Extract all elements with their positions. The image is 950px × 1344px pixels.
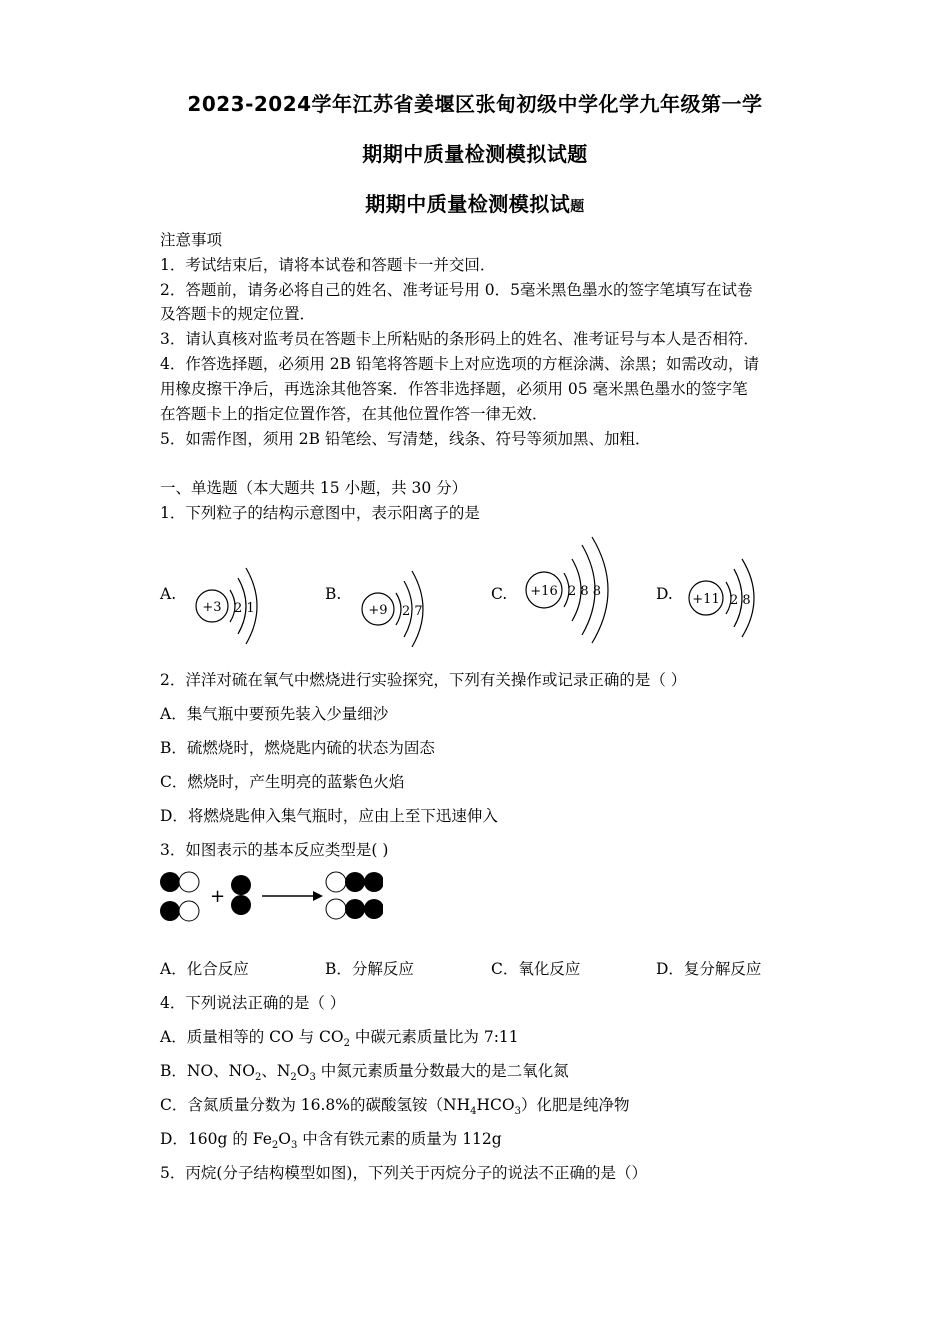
q1-option-c-diagram bbox=[520, 535, 630, 645]
electron-shell-arc bbox=[396, 593, 401, 625]
title-line-3-main: 期期中质量检测模拟试 bbox=[365, 192, 571, 216]
title-line-3-small: 题 bbox=[570, 199, 585, 215]
notice-heading: 注意事项 bbox=[160, 231, 223, 249]
notice-line-4: 3．请认真核对监考员在答题卡上所粘贴的条形码上的姓名、准考证号与本人是否相符． bbox=[160, 330, 759, 348]
title-line-3 bbox=[0, 188, 950, 217]
electron-counts: 2 1 bbox=[234, 601, 255, 616]
q4-option-d bbox=[160, 1127, 502, 1151]
white-atom bbox=[326, 899, 346, 919]
q4-option-b bbox=[160, 1059, 569, 1083]
q5-stem: 5．丙烷(分子结构模型如图)，下列关于丙烷分子的说法不正确的是（） bbox=[160, 1164, 647, 1182]
electron-counts: 2 8 bbox=[730, 593, 751, 608]
plus-sign: + bbox=[210, 886, 226, 907]
subscript: 2 bbox=[254, 1072, 262, 1084]
black-atom bbox=[364, 899, 383, 919]
q1-option-b-diagram bbox=[358, 565, 438, 655]
q4-option-d-part: 中含有铁元素的质量为 112g bbox=[297, 1130, 502, 1148]
q1-option-a-label: A. bbox=[160, 585, 177, 603]
white-atom bbox=[179, 901, 199, 921]
q2-option-c: C．燃烧时，产生明亮的蓝紫色火焰 bbox=[160, 773, 405, 791]
subscript: 2 bbox=[343, 1038, 350, 1050]
q4-option-a-part: A．质量相等的 CO 与 CO bbox=[160, 1028, 344, 1046]
notice-line-1: 1．考试结束后，请将本试卷和答题卡一并交回． bbox=[160, 256, 496, 274]
q4-option-a bbox=[160, 1025, 519, 1049]
q3-reaction-diagram bbox=[158, 868, 383, 926]
black-atom bbox=[160, 901, 180, 921]
arrow-head bbox=[313, 891, 323, 901]
q4-option-d-part: D．160g 的 Fe bbox=[160, 1130, 272, 1148]
q4-option-b-part: O bbox=[296, 1062, 310, 1080]
section-heading: 一、单选题（本大题共 15 小题，共 30 分） bbox=[160, 479, 468, 497]
black-atom bbox=[160, 872, 180, 892]
q4-option-a-part: 中碳元素质量比为 7:11 bbox=[349, 1028, 519, 1046]
electron-counts: 2 8 8 bbox=[568, 584, 602, 599]
notice-line-8: 5．如需作图，须用 2B 铅笔绘、写清楚，线条、符号等须加黑、加粗． bbox=[160, 430, 651, 448]
subscript: 3 bbox=[514, 1106, 521, 1118]
white-atom bbox=[179, 872, 199, 892]
q1-option-c-label: C. bbox=[491, 585, 508, 603]
q4-option-c-part: HCO bbox=[476, 1096, 515, 1114]
notice-line-7: 在答题卡上的指定位置作答，在其他位置作答一律无效． bbox=[160, 405, 548, 423]
black-atom bbox=[231, 895, 251, 915]
q2-option-d: D．将燃烧匙伸入集气瓶时，应由上至下迅速伸入 bbox=[160, 807, 498, 825]
q3-option-d: D．复分解反应 bbox=[656, 960, 762, 978]
subscript: 2 bbox=[290, 1072, 297, 1084]
q1-stem: 1．下列粒子的结构示意图中，表示阳离子的是 bbox=[160, 504, 480, 522]
title-line-1: 2023-2024学年江苏省姜堰区张甸初级中学化学九年级第一学 bbox=[187, 92, 763, 116]
nucleus-charge: +9 bbox=[368, 603, 388, 618]
q3-option-a: A．化合反应 bbox=[160, 960, 249, 978]
q4-option-b-part: 中氮元素质量分数最大的是二氧化氮 bbox=[315, 1062, 569, 1080]
subscript: 2 bbox=[271, 1140, 279, 1152]
black-atom bbox=[231, 875, 251, 895]
q4-option-c bbox=[160, 1093, 629, 1117]
white-atom bbox=[326, 872, 346, 892]
q1-option-a-diagram bbox=[190, 560, 270, 650]
q2-option-b: B．硫燃烧时，燃烧匙内硫的状态为固态 bbox=[160, 739, 435, 757]
q3-option-c: C．氧化反应 bbox=[491, 960, 581, 978]
nucleus-charge: +16 bbox=[530, 584, 558, 599]
black-atom bbox=[364, 872, 383, 892]
subscript: 3 bbox=[309, 1072, 316, 1084]
subscript: 3 bbox=[290, 1140, 298, 1152]
q4-option-c-part: C．含氮质量分数为 16.8%的碳酸氢铵（NH bbox=[160, 1096, 471, 1114]
q4-option-b-part: 、N bbox=[261, 1062, 291, 1080]
q4-option-b-part: B．NO、NO bbox=[160, 1062, 255, 1080]
notice-line-2: 2．答题前，请务必将自己的姓名、准考证号用 0．5毫米黑色墨水的签字笔填写在试卷 bbox=[160, 281, 753, 299]
subscript: 4 bbox=[470, 1106, 477, 1118]
q4-stem: 4．下列说法正确的是（ ） bbox=[160, 994, 346, 1012]
q1-option-d-label: D. bbox=[656, 585, 673, 603]
q3-stem: 3．如图表示的基本反应类型是( ) bbox=[160, 841, 389, 859]
notice-line-3: 及答题卡的规定位置． bbox=[160, 305, 316, 323]
nucleus-charge: +11 bbox=[692, 592, 720, 607]
electron-counts: 2 7 bbox=[402, 604, 423, 619]
q2-stem: 2．洋洋对硫在氧气中燃烧进行实验探究，下列有关操作或记录正确的是（ ） bbox=[160, 671, 687, 689]
notice-line-6: 用橡皮擦干净后，再选涂其他答案．作答非选择题，必须用 05 毫米黑色墨水的签字笔 bbox=[160, 380, 748, 398]
q1-option-b-label: B. bbox=[325, 585, 342, 603]
q3-option-b: B．分解反应 bbox=[325, 960, 414, 978]
q2-option-a: A．集气瓶中要预先装入少量细沙 bbox=[160, 705, 389, 723]
q4-option-d-part: O bbox=[278, 1130, 291, 1148]
notice-line-5: 4．作答选择题，必须用 2B 铅笔将答题卡上对应选项的方框涂满、涂黑；如需改动，请 bbox=[160, 355, 759, 373]
q4-option-c-part: ）化肥是纯净物 bbox=[520, 1096, 630, 1114]
q1-option-d-diagram bbox=[686, 555, 776, 650]
title-line-2: 期期中质量检测模拟试题 bbox=[362, 142, 588, 166]
black-atom bbox=[345, 872, 365, 892]
nucleus-charge: +3 bbox=[202, 600, 222, 615]
black-atom bbox=[345, 899, 365, 919]
